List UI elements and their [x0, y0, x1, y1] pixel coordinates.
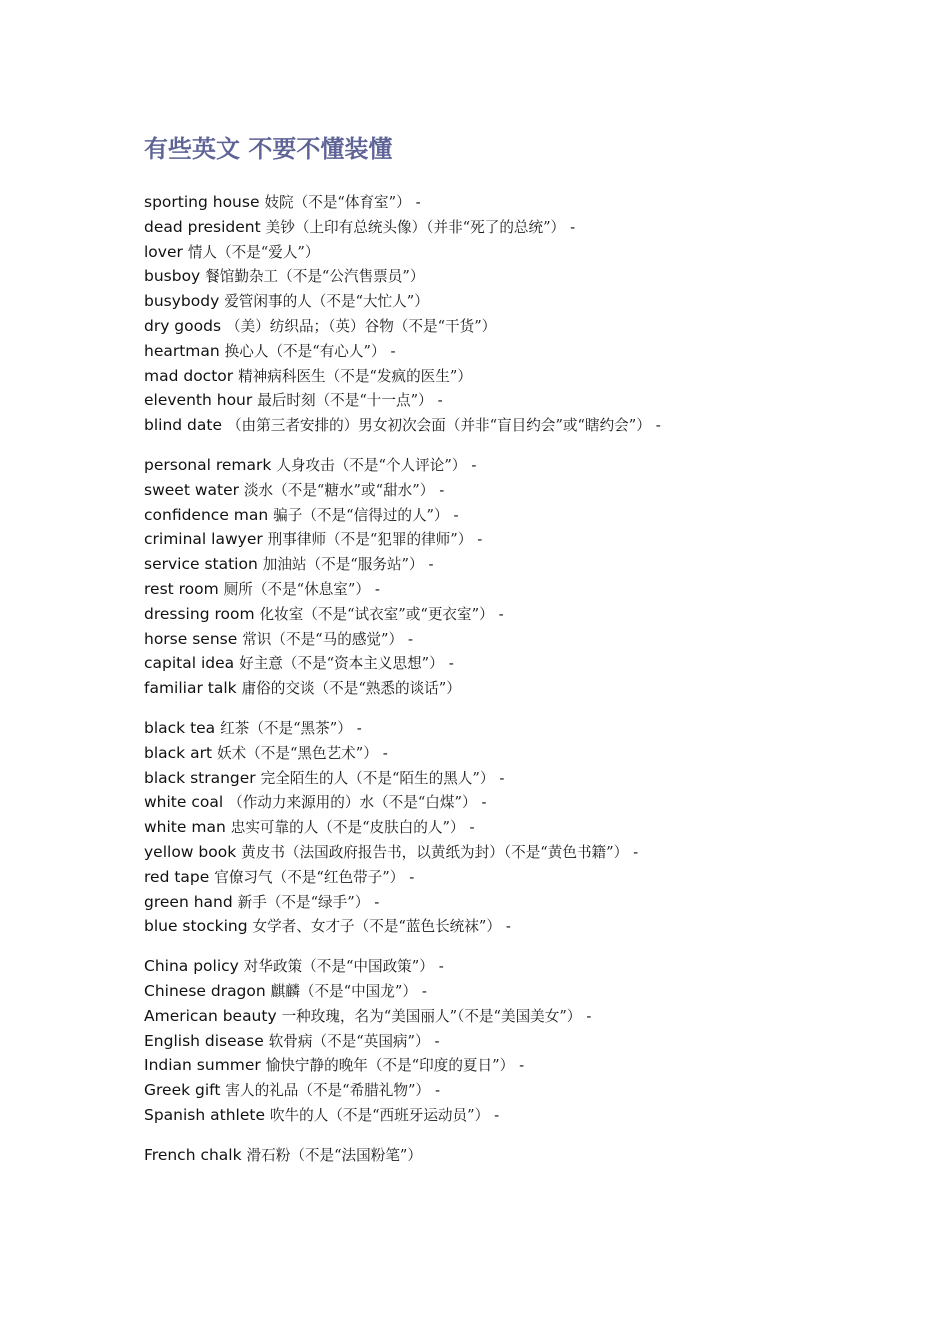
entry-term: blue stocking — [144, 917, 248, 936]
glossary-list — [144, 190, 934, 1182]
entry-dash: - — [356, 720, 362, 737]
entry-term: rest room — [144, 579, 219, 598]
entry-gloss: 淡水（不是“糖水”或“甜水”） — [243, 481, 435, 499]
entry-term: dressing room — [144, 604, 255, 623]
entry-term: white coal — [144, 793, 224, 812]
entry-gloss: 厕所（不是“休息室”） — [223, 580, 370, 598]
glossary-entry — [144, 1143, 934, 1168]
glossary-entry — [144, 979, 934, 1004]
entry-term: Spanish athlete — [144, 1105, 265, 1124]
glossary-entry — [144, 364, 934, 389]
glossary-entry — [144, 602, 934, 627]
entry-term: black tea — [144, 718, 216, 737]
entry-gloss: 官僚习气（不是“红色带子”） — [214, 868, 405, 886]
entry-dash: - — [481, 795, 487, 812]
entry-term: lover — [144, 242, 183, 261]
entry-gloss: （由第三者安排的）男女初次会面（并非“盲目约会”或“瞎约会”） — [226, 417, 651, 435]
entry-dash: - — [439, 482, 445, 499]
glossary-entry — [144, 676, 934, 701]
glossary-entry — [144, 552, 934, 577]
entry-gloss: 完全陌生的人（不是“陌生的黑人”） — [260, 769, 495, 787]
entry-gloss: 精神病科医生（不是“发疯的医生”） — [238, 367, 472, 385]
glossary-entry — [144, 1029, 934, 1054]
entry-gloss: 麒麟（不是“中国龙”） — [270, 982, 417, 1000]
glossary-entry — [144, 840, 934, 865]
entry-term: yellow book — [144, 842, 237, 861]
entry-dash: - — [498, 606, 504, 623]
entry-dash: - — [505, 919, 511, 936]
entry-term: red tape — [144, 867, 210, 886]
entry-gloss: 加油站（不是“服务站”） — [262, 556, 424, 574]
page-title: 有些英文 不要不懂装懂 — [144, 135, 393, 163]
entry-gloss: 愉快宁静的晚年（不是“印度的夏日”） — [265, 1057, 515, 1075]
glossary-entry — [144, 527, 934, 552]
entry-gloss: 刑事律师（不是“犯罪的律师”） — [267, 531, 473, 549]
entry-dash: - — [437, 393, 443, 410]
glossary-entry — [144, 388, 934, 413]
entry-term: American beauty — [144, 1006, 277, 1025]
entry-gloss: 害人的礼品（不是“希腊礼物”） — [225, 1082, 431, 1100]
glossary-entry — [144, 1004, 934, 1029]
glossary-entry — [144, 890, 934, 915]
entry-dash: - — [434, 1083, 441, 1100]
entry-gloss: 女学者、女才子（不是“蓝色长统袜”） — [252, 918, 501, 936]
glossary-entry — [144, 478, 934, 503]
entry-term: criminal lawyer — [144, 530, 263, 549]
entry-dash: - — [390, 343, 396, 360]
glossary-entry — [144, 314, 934, 339]
entry-dash: - — [374, 894, 380, 911]
entry-term: green hand — [144, 892, 233, 911]
entry-dash: - — [408, 631, 414, 648]
entry-term: eleventh hour — [144, 391, 253, 410]
entry-gloss: 新手（不是“绿手”） — [237, 893, 370, 911]
entry-term: French chalk — [144, 1145, 242, 1164]
entry-term: confidence man — [144, 505, 269, 524]
entry-gloss: 软骨病（不是“英国病”） — [268, 1032, 430, 1050]
entry-term: black stranger — [144, 768, 256, 787]
glossary-entry — [144, 815, 934, 840]
entry-dash: - — [655, 418, 661, 435]
glossary-group — [144, 453, 934, 701]
glossary-entry — [144, 865, 934, 890]
glossary-entry — [144, 716, 934, 741]
glossary-group — [144, 954, 934, 1128]
entry-gloss: 情人（不是“爱人”） — [187, 243, 320, 261]
entry-gloss: 常识（不是“马的感觉”） — [242, 630, 404, 648]
entry-dash: - — [453, 507, 459, 524]
glossary-entry — [144, 766, 934, 791]
entry-gloss: 一种玫瑰，名为“美国丽人”（不是“美国美女”） — [281, 1007, 582, 1025]
glossary-entry — [144, 289, 934, 314]
entry-gloss: 黄皮书（法国政府报告书，以黄纸为封）（不是“黄色书籍”） — [241, 843, 629, 861]
entry-term: service station — [144, 555, 258, 574]
glossary-entry — [144, 651, 934, 676]
entry-gloss: 滑石粉（不是“法国粉笔”） — [246, 1146, 422, 1164]
entry-dash: - — [374, 581, 380, 598]
entry-dash: - — [421, 983, 427, 1000]
entry-dash: - — [633, 844, 639, 861]
entry-term: white man — [144, 818, 226, 837]
entry-dash: - — [586, 1008, 592, 1025]
entry-term: capital idea — [144, 654, 235, 673]
entry-gloss: 庸俗的交谈（不是“熟悉的谈话”） — [241, 680, 461, 698]
glossary-entry — [144, 264, 934, 289]
entry-dash: - — [438, 959, 444, 976]
entry-term: heartman — [144, 341, 220, 360]
entry-term: mad doctor — [144, 366, 234, 385]
entry-term: personal remark — [144, 455, 272, 474]
entry-term: blind date — [144, 416, 222, 435]
entry-gloss: 餐馆勤杂工（不是“公汽售票员”） — [205, 268, 425, 286]
entry-gloss: 化妆室（不是“试衣室”或“更衣室”） — [259, 605, 494, 623]
entry-term: Chinese dragon — [144, 981, 266, 1000]
entry-dash: - — [409, 869, 415, 886]
entry-term: Indian summer — [144, 1056, 261, 1075]
entry-term: busybody — [144, 292, 220, 311]
glossary-entry — [144, 215, 934, 240]
glossary-group — [144, 190, 934, 438]
entry-gloss: 对华政策（不是“中国政策”） — [243, 958, 434, 976]
glossary-entry — [144, 339, 934, 364]
entry-gloss: 妓院（不是“体育室”） — [264, 194, 411, 211]
entry-gloss: 换心人（不是“有心人”） — [224, 342, 386, 360]
glossary-entry — [144, 741, 934, 766]
glossary-entry — [144, 453, 934, 478]
glossary-entry — [144, 413, 934, 438]
entry-dash: - — [477, 532, 483, 549]
entry-term: busboy — [144, 267, 201, 286]
entry-term: sporting house — [144, 193, 260, 211]
glossary-group — [144, 1143, 934, 1168]
entry-gloss: 骗子（不是“信得过的人”） — [273, 506, 449, 524]
entry-gloss: 爱管闲事的人（不是“大忙人”） — [224, 293, 429, 311]
glossary-entry — [144, 190, 934, 215]
entry-term: English disease — [144, 1031, 264, 1050]
entry-dash: - — [519, 1058, 525, 1075]
glossary-entry — [144, 240, 934, 265]
entry-term: Greek gift — [144, 1081, 221, 1100]
entry-dash: - — [428, 557, 434, 574]
glossary-entry — [144, 577, 934, 602]
entry-dash: - — [434, 1033, 440, 1050]
glossary-entry — [144, 1103, 934, 1128]
entry-term: sweet water — [144, 480, 239, 499]
entry-gloss: 人身攻击（不是“个人评论”） — [276, 456, 467, 474]
entry-dash: - — [382, 745, 388, 762]
entry-dash: - — [499, 770, 505, 787]
entry-term: dry goods — [144, 316, 222, 335]
entry-gloss: 忠实可靠的人（不是“皮肤白的人”） — [230, 819, 465, 837]
entry-term: familiar talk — [144, 679, 237, 698]
entry-gloss: 妖术（不是“黑色艺术”） — [216, 744, 378, 762]
glossary-entry — [144, 503, 934, 528]
entry-term: China policy — [144, 957, 239, 976]
entry-gloss: 好主意（不是“资本主义思想”） — [239, 655, 444, 673]
entry-dash: - — [415, 195, 421, 211]
glossary-entry — [144, 914, 934, 939]
entry-gloss: 最后时刻（不是“十一点”） — [257, 392, 433, 410]
entry-gloss: 美钞（上印有总统头像）（并非“死了的总统”） — [265, 218, 566, 236]
glossary-entry — [144, 954, 934, 979]
entry-term: dead president — [144, 217, 261, 236]
entry-gloss: （美）纺织品；（英）谷物（不是“干货”） — [225, 317, 497, 335]
entry-dash: - — [570, 219, 576, 236]
glossary-entry — [144, 1053, 934, 1078]
entry-gloss: 红茶（不是“黑茶”） — [220, 719, 352, 737]
entry-dash: - — [469, 820, 475, 837]
glossary-entry — [144, 627, 934, 652]
entry-dash: - — [448, 656, 454, 673]
entry-gloss: （作动力来源用的）水（不是“白煤”） — [228, 794, 477, 812]
entry-term: horse sense — [144, 629, 238, 648]
entry-dash: - — [471, 457, 477, 474]
glossary-entry — [144, 1078, 934, 1103]
entry-gloss: 吹牛的人（不是“西班牙运动员”） — [269, 1106, 490, 1124]
glossary-group — [144, 716, 934, 939]
entry-dash: - — [494, 1107, 500, 1124]
glossary-entry — [144, 790, 934, 815]
entry-term: black art — [144, 743, 213, 762]
